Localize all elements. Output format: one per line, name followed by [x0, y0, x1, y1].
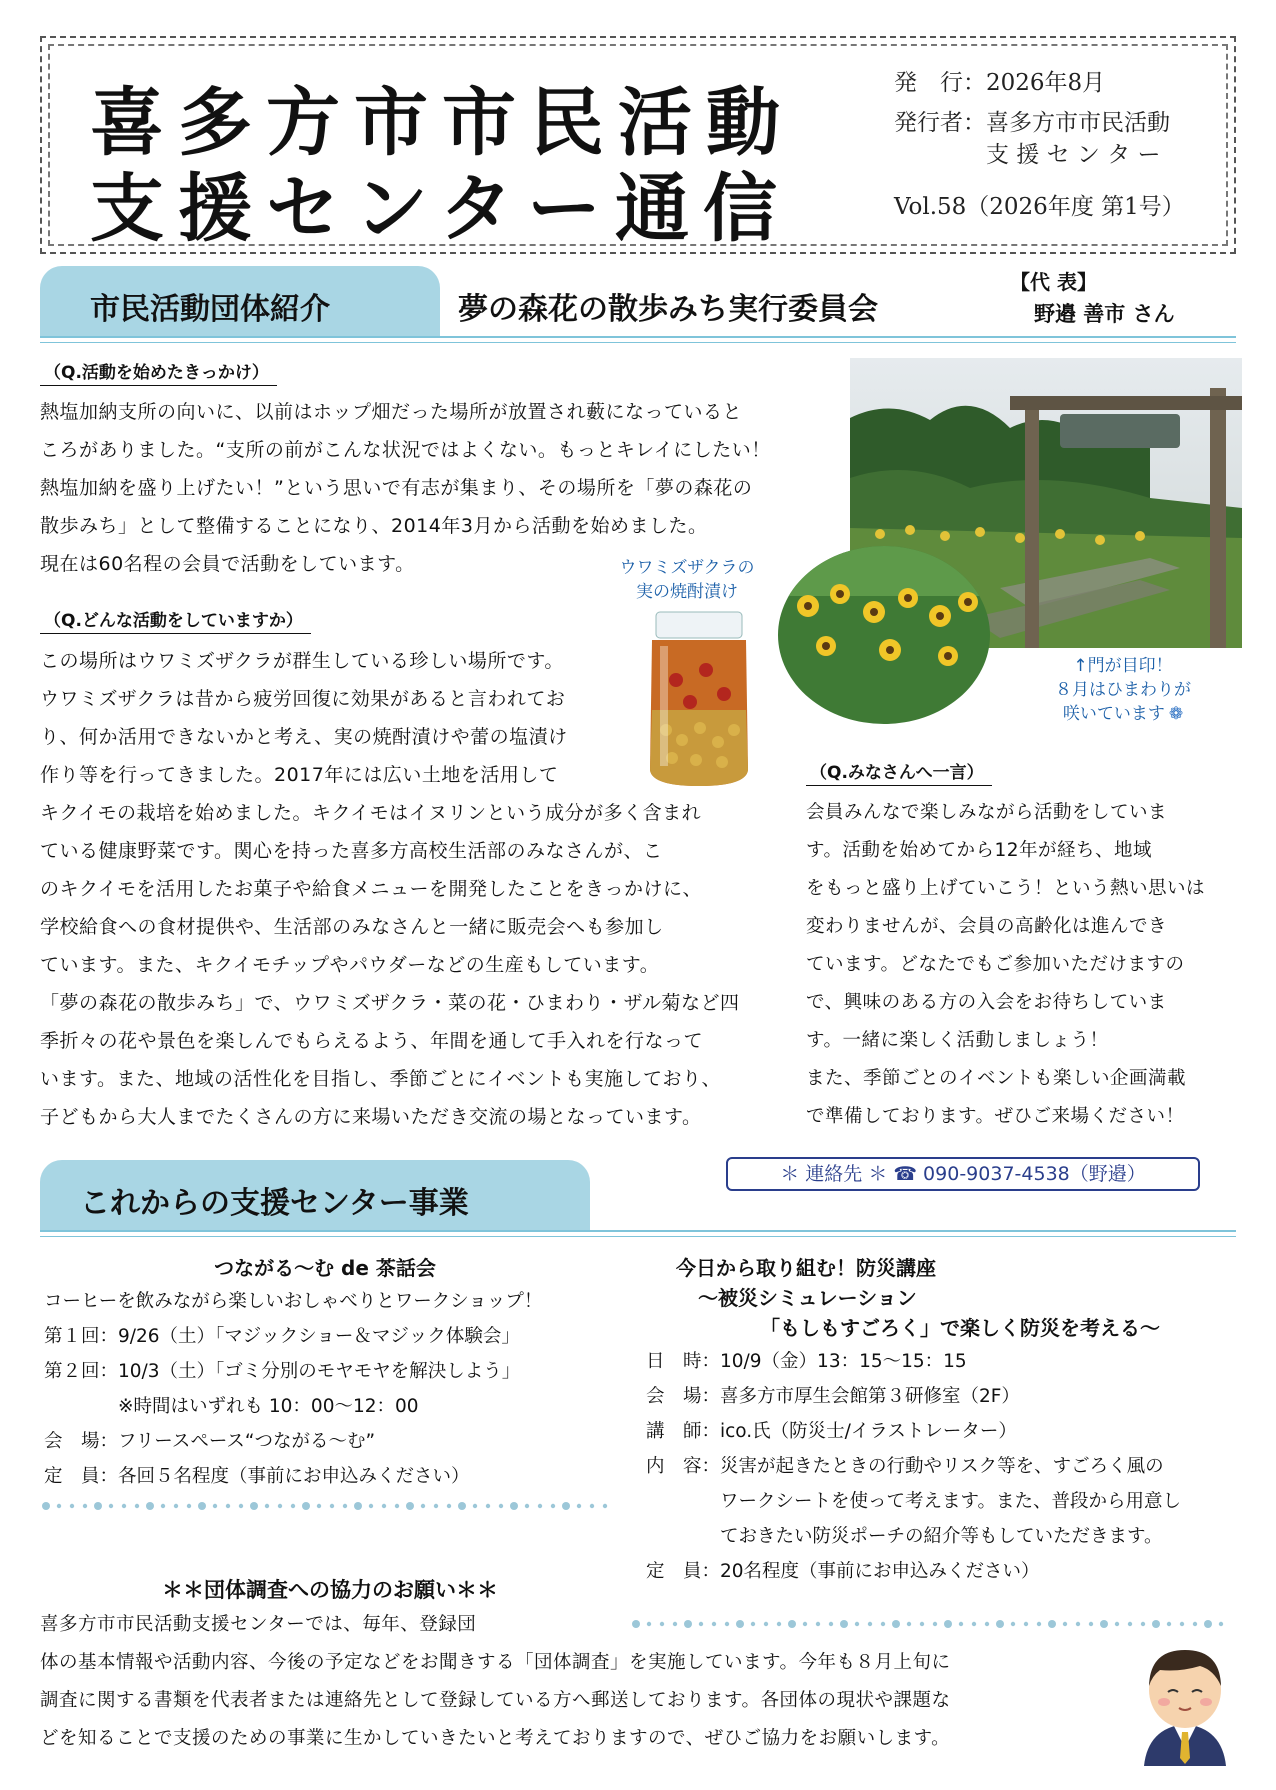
q2-line: 学校給食への食材提供や、生活部のみなさんと一緒に販売会へも参加し — [40, 916, 664, 938]
survey-body — [40, 1606, 951, 1758]
q2-body-wide — [40, 794, 740, 1136]
publisher-label: 発行者： — [894, 110, 986, 136]
divider-dot — [343, 1504, 347, 1508]
q3-line: で準備しております。ぜひご来場ください！ — [806, 1106, 1185, 1127]
q3-line: また、季節ごとのイベントも楽しい企画満載 — [806, 1068, 1187, 1089]
divider-dot — [1024, 1622, 1028, 1626]
divider-dot — [1100, 1620, 1108, 1628]
q2-line: 子どもから大人までたくさんの方に来場いただき交流の場となっています。 — [40, 1106, 702, 1128]
q2-line: ています。また、キクイモチップやパウダーなどの生産もしています。 — [40, 954, 660, 976]
tea-event-line: コーヒーを飲みながら楽しいおしゃべりとワークショップ！ — [44, 1291, 543, 1312]
divider-dot — [70, 1504, 74, 1508]
divider-dot — [122, 1504, 126, 1508]
sunflower-photo — [778, 546, 990, 724]
issued-value: 2026年8月 — [986, 70, 1106, 96]
divider-dot — [146, 1502, 154, 1510]
q1-line: 現在は60名程の会員で活動をしています。 — [40, 553, 415, 575]
gate-caption-line-2: ８月はひまわりが — [1055, 680, 1191, 700]
q1-line: 熱塩加納を盛り上げたい！”という思いで有志が集まり、その場所を「夢の森花の — [40, 477, 753, 499]
divider-dot — [1141, 1622, 1145, 1626]
divider-dot — [1037, 1622, 1041, 1626]
q2-line: います。また、地域の活性化を目指し、季節ごとにイベントも実施しており、 — [40, 1068, 721, 1090]
divider-dot — [250, 1502, 258, 1510]
divider-dot — [603, 1504, 607, 1508]
divider-dot — [1089, 1622, 1093, 1626]
q3-line: 会員みんなで楽しみながら活動をしていま — [806, 802, 1168, 823]
jar-caption-line-1: ウワミズザクラの — [619, 558, 755, 578]
q2-line: り、何か活用できないかと考え、実の焼酎漬けや蕾の塩漬け — [40, 726, 568, 748]
q2-line: ウワミズザクラは昔から疲労回復に効果があると言われてお — [40, 688, 566, 710]
bousai-event-subtitle-2: 「もしもすごろく」で楽しく防災を考える～ — [760, 1316, 1160, 1340]
divider-dot — [161, 1504, 165, 1508]
divider-dot — [959, 1622, 963, 1626]
bousai-event-line: 日 時：10/9（金）13：15～15：15 — [646, 1351, 967, 1372]
divider-dot — [1115, 1622, 1119, 1626]
section-rule-thin — [40, 1236, 1236, 1237]
q2-heading: （Q.どんな活動をしていますか） — [40, 606, 311, 634]
divider-dot — [985, 1622, 989, 1626]
divider-dot — [42, 1502, 50, 1510]
representative-name: 野邉 善市 さん — [1034, 302, 1175, 326]
issued-label: 発 行： — [894, 70, 986, 96]
q3-line: す。活動を始めてから12年が経ち、地域 — [806, 840, 1153, 861]
tea-event-line: 定 員：各回５名程度（事前にお申込みください） — [44, 1466, 470, 1487]
section-rule-thin — [40, 342, 1236, 343]
divider-dot — [590, 1504, 594, 1508]
divider-dot — [972, 1622, 976, 1626]
q2-line: この場所はウワミズザクラが群生している珍しい場所です。 — [40, 650, 564, 672]
q2-line: ている健康野菜です。関心を持った喜多方高校生活部のみなさんが、こ — [40, 840, 663, 862]
divider-dot — [135, 1504, 139, 1508]
q3-line: す。一緒に楽しく活動しましょう！ — [806, 1030, 1109, 1051]
divider-dot — [1128, 1622, 1132, 1626]
divider-dot — [1048, 1620, 1056, 1628]
tea-event-line: ※時間はいずれも 10：00～12：00 — [44, 1396, 419, 1417]
q2-line: 「夢の森花の散歩みち」で、ウワミズザクラ・菜の花・ひまわり・ザル菊など四 — [40, 992, 740, 1014]
masthead — [40, 36, 1236, 254]
divider-dot — [187, 1504, 191, 1508]
divider-dot — [1076, 1622, 1080, 1626]
bousai-event-line: ワークシートを使って考えます。また、普段から用意し — [646, 1491, 1182, 1512]
divider-dot — [369, 1504, 373, 1508]
jar-photo — [646, 610, 752, 788]
q1-line: 熱塩加納支所の向いに、以前はホップ畑だった場所が放置され藪になっていると — [40, 401, 743, 423]
q2-body-narrow — [40, 642, 568, 794]
bousai-event-title: 今日から取り組む！防災講座 — [676, 1256, 936, 1280]
divider-dot — [174, 1504, 178, 1508]
bousai-event-line: 定 員：20名程度（事前にお申込みください） — [646, 1561, 1040, 1582]
gate-caption — [1008, 654, 1238, 726]
representative-label: 【代 表】 — [1010, 270, 1097, 294]
divider-dot — [473, 1504, 477, 1508]
q2-line: のキクイモを活用したお菓子や給食メニューを開発したことをきっかけに、 — [40, 878, 703, 900]
divider-dot — [499, 1504, 503, 1508]
q3-body — [806, 794, 1205, 1136]
divider-dot — [406, 1502, 414, 1510]
divider-dot — [458, 1502, 466, 1510]
section-rule — [40, 336, 1236, 338]
divider-dot — [265, 1504, 269, 1508]
divider-dot — [1152, 1620, 1160, 1628]
gate-caption-line-1: ↑門が目印！ — [1073, 656, 1173, 676]
mascot-illustration — [1130, 1636, 1240, 1766]
divider-dot — [1011, 1622, 1015, 1626]
bousai-event-details — [646, 1344, 1181, 1589]
q1-body — [40, 393, 771, 583]
q3-line: をもっと盛り上げていこう！という熱い思いは — [806, 878, 1206, 899]
q1-line: ころがありました。“支所の前がこんな状況ではよくない。もっとキレイにしたい！ — [40, 439, 771, 461]
group-name: 夢の森花の散歩みち実行委員会 — [458, 292, 878, 327]
divider-dot — [94, 1502, 102, 1510]
divider-dot — [510, 1502, 518, 1510]
divider-dot — [1167, 1622, 1171, 1626]
divider-dot — [317, 1504, 321, 1508]
dotted-divider — [40, 1500, 620, 1512]
divider-dot — [354, 1502, 362, 1510]
divider-dot — [382, 1504, 386, 1508]
survey-line: 喜多方市市民活動支援センターでは、毎年、登録団 — [40, 1614, 477, 1635]
publisher-line-2: 支 援 セ ン タ ー — [986, 142, 1161, 168]
bousai-event-line: 講 師：ico.氏（防災士/イラストレーター） — [646, 1421, 1017, 1442]
gate-caption-line-3: 咲いています — [1062, 704, 1165, 724]
divider-dot — [239, 1504, 243, 1508]
bousai-event-line: 内 容：災害が起きたときの行動やリスク等を、すごろく風の — [646, 1456, 1164, 1477]
divider-dot — [57, 1504, 61, 1508]
q3-heading: （Q.みなさんへ一言） — [806, 758, 992, 786]
divider-dot — [1180, 1622, 1184, 1626]
title-line-2: 支援センター通信 — [90, 166, 792, 252]
divider-dot — [1063, 1622, 1067, 1626]
divider-dot — [551, 1504, 555, 1508]
divider-dot — [562, 1502, 570, 1510]
q2-line: 季折々の花や景色を楽しんでもらえるよう、年間を通して手入れを行なって — [40, 1030, 704, 1052]
survey-title: ＊＊団体調査への協力のお願い＊＊ — [162, 1578, 498, 1602]
divider-dot — [330, 1504, 334, 1508]
divider-dot — [421, 1504, 425, 1508]
bousai-event-subtitle-1: ～被災シミュレーション — [698, 1286, 917, 1310]
divider-dot — [302, 1502, 310, 1510]
divider-dot — [109, 1504, 113, 1508]
q1-line: 散歩みち」として整備することになり、2014年3月から活動を始めました。 — [40, 515, 708, 537]
survey-line: どを知ることで支援のための事業に生かしていきたいと考えておりますので、ぜひご協力をお願いします。 — [40, 1728, 951, 1749]
divider-dot — [213, 1504, 217, 1508]
divider-dot — [1219, 1622, 1223, 1626]
divider-dot — [278, 1504, 282, 1508]
divider-dot — [525, 1504, 529, 1508]
tea-event-line: 会 場：フリースペース“つながる～む” — [44, 1431, 376, 1452]
q3-line: で、興味のある方の入会をお待ちしていま — [806, 992, 1167, 1013]
divider-dot — [996, 1620, 1004, 1628]
title-line-1: 喜多方市市民活動 — [90, 80, 794, 166]
divider-dot — [538, 1504, 542, 1508]
tea-event-details — [44, 1284, 542, 1494]
q2-line: 作り等を行ってきました。2017年には広い土地を活用して — [40, 764, 559, 786]
divider-dot — [1204, 1620, 1212, 1628]
divider-dot — [1193, 1622, 1197, 1626]
contact-box: ＊ 連絡先 ＊ ☎ 090-9037-4538（野邉） — [726, 1157, 1200, 1191]
survey-line: 体の基本情報や活動内容、今後の予定などをお聞きする「団体調査」を実施しています。今年も８月上旬に — [40, 1652, 951, 1673]
q1-heading: （Q.活動を始めたきっかけ） — [40, 358, 277, 386]
flower-icon: ❁ — [1168, 704, 1184, 724]
volume-number: Vol.58（2026年度 第1号） — [894, 194, 1185, 220]
publisher-line-1: 喜多方市市民活動 — [986, 110, 1170, 136]
jar-caption-line-2: 実の焼酎漬け — [636, 582, 738, 602]
divider-dot — [434, 1504, 438, 1508]
section-tab-intro: 市民活動団体紹介 — [40, 266, 440, 336]
bousai-event-line: ておきたい防災ポーチの紹介等もしていただきます。 — [646, 1526, 1163, 1547]
tea-event-line: 第１回：9/26（土）「マジックショー＆マジック体験会」 — [44, 1326, 520, 1347]
divider-dot — [226, 1504, 230, 1508]
divider-dot — [198, 1502, 206, 1510]
survey-line: 調査に関する書類を代表者または連絡先として登録している方へ郵送しております。各団体の現状や課題な — [40, 1690, 951, 1711]
tea-event-line: 第２回：10/3（土）「ゴミ分別のモヤモヤを解決しよう」 — [44, 1361, 521, 1382]
q2-line: キクイモの栽培を始めました。キクイモはイヌリンという成分が多く含まれ — [40, 802, 702, 824]
divider-dot — [486, 1504, 490, 1508]
divider-dot — [447, 1504, 451, 1508]
divider-dot — [577, 1504, 581, 1508]
q3-line: 変わりませんが、会員の高齢化は進んでき — [806, 916, 1168, 937]
divider-dot — [83, 1504, 87, 1508]
bousai-event-line: 会 場：喜多方市厚生会館第３研修室（2F） — [646, 1386, 1020, 1407]
tea-event-title: つながる～む de 茶話会 — [214, 1256, 436, 1280]
jar-caption — [602, 556, 772, 604]
section-rule — [40, 1230, 1236, 1232]
divider-dot — [395, 1504, 399, 1508]
section-tab-events: これからの支援センター事業 — [40, 1160, 590, 1230]
q3-line: ています。どなたでもご参加いただけますの — [806, 954, 1185, 975]
divider-dot — [291, 1504, 295, 1508]
